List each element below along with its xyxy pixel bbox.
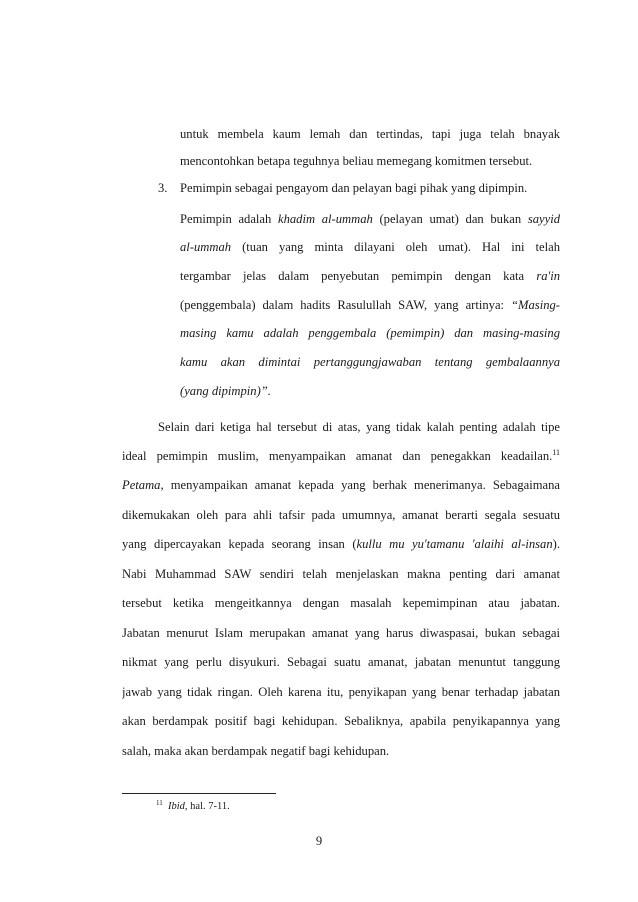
list-item-text-line: tergambar jelas dalam penyebutan pemimpin dengan kata ra'in bbox=[180, 269, 560, 283]
list-item-title: Pemimpin sebagai pengayom dan pelayan bagi pihak yang dipimpin. bbox=[180, 181, 528, 195]
list-item-text-line: (penggembala) dalam hadits Rasulullah SAW, yang artinya: “Masing- bbox=[180, 298, 560, 312]
list-item-text-line: al-ummah (tuan yang minta dilayani oleh umat). Hal ini telah bbox=[180, 240, 560, 254]
footnote-number: 11 bbox=[156, 799, 163, 807]
list-continuation-line: mencontohkan betapa teguhnya beliau memegang komitmen tersebut. bbox=[180, 154, 533, 168]
footnote bbox=[156, 800, 230, 814]
hadith-quote-line: (yang dipimpin)”. bbox=[180, 384, 271, 398]
paragraph-line: Selain dari ketiga hal tersebut di atas, yang tidak kalah penting adalah tipe bbox=[158, 420, 560, 434]
paragraph-line: nikmat yang perlu disyukuri. Sebagai suatu amanat, jabatan menuntut tanggung bbox=[122, 655, 560, 669]
footnote-reference: 11 bbox=[552, 448, 560, 457]
list-continuation-line: untuk membela kaum lemah dan tertindas, tapi juga telah bnayak bbox=[180, 127, 560, 141]
paragraph-line: jawab yang tidak ringan. Oleh karena itu, penyikapan yang benar terhadap jabatan bbox=[122, 685, 560, 699]
list-item-text-line: Pemimpin adalah khadim al-ummah (pelayan umat) dan bukan sayyid bbox=[180, 212, 560, 226]
paragraph-line: dikemukakan oleh para ahli tafsir pada umumnya, amanat berarti segala sesuatu bbox=[122, 508, 560, 522]
paragraph-line: tersebut ketika mengeitkannya dengan masalah kepemimpinan atau jabatan. bbox=[122, 596, 560, 610]
hadith-quote-line: masing kamu adalah penggembala (pemimpin) dan masing-masing bbox=[180, 326, 560, 340]
paragraph-line: Jabatan menurut Islam merupakan amanat yang harus diwaspasai, bukan sebagai bbox=[122, 626, 560, 640]
footnote-ibid: Ibid bbox=[168, 801, 185, 812]
paragraph-line: Petama, menyampaikan amanat kepada yang berhak menerimanya. Sebagaimana bbox=[122, 478, 560, 492]
paragraph-line: salah, maka akan berdampak negatif bagi kehidupan. bbox=[122, 744, 390, 758]
footnote-divider bbox=[122, 793, 276, 794]
paragraph-line: ideal pemimpin muslim, menyampaikan amanat dan penegakkan keadailan.$^{11}$ bbox=[122, 448, 560, 463]
paragraph-line: yang dipercayakan kepada seorang insan (kullu mu yu'tamanu 'alaihi al-insan). bbox=[122, 537, 560, 551]
footnote-text: , hal. 7-11. bbox=[184, 801, 230, 812]
list-item-number: 3. bbox=[158, 181, 168, 195]
hadith-quote-line: kamu akan dimintai pertanggungjawaban tentang gembalaannya bbox=[180, 355, 560, 369]
page-number: 9 bbox=[315, 834, 323, 848]
paragraph-line: akan berdampak positif bagi kehidupan. Sebaliknya, apabila penyikapannya yang bbox=[122, 714, 560, 728]
paragraph-line: Nabi Muhammad SAW sendiri telah menjelaskan makna penting dari amanat bbox=[122, 567, 560, 581]
